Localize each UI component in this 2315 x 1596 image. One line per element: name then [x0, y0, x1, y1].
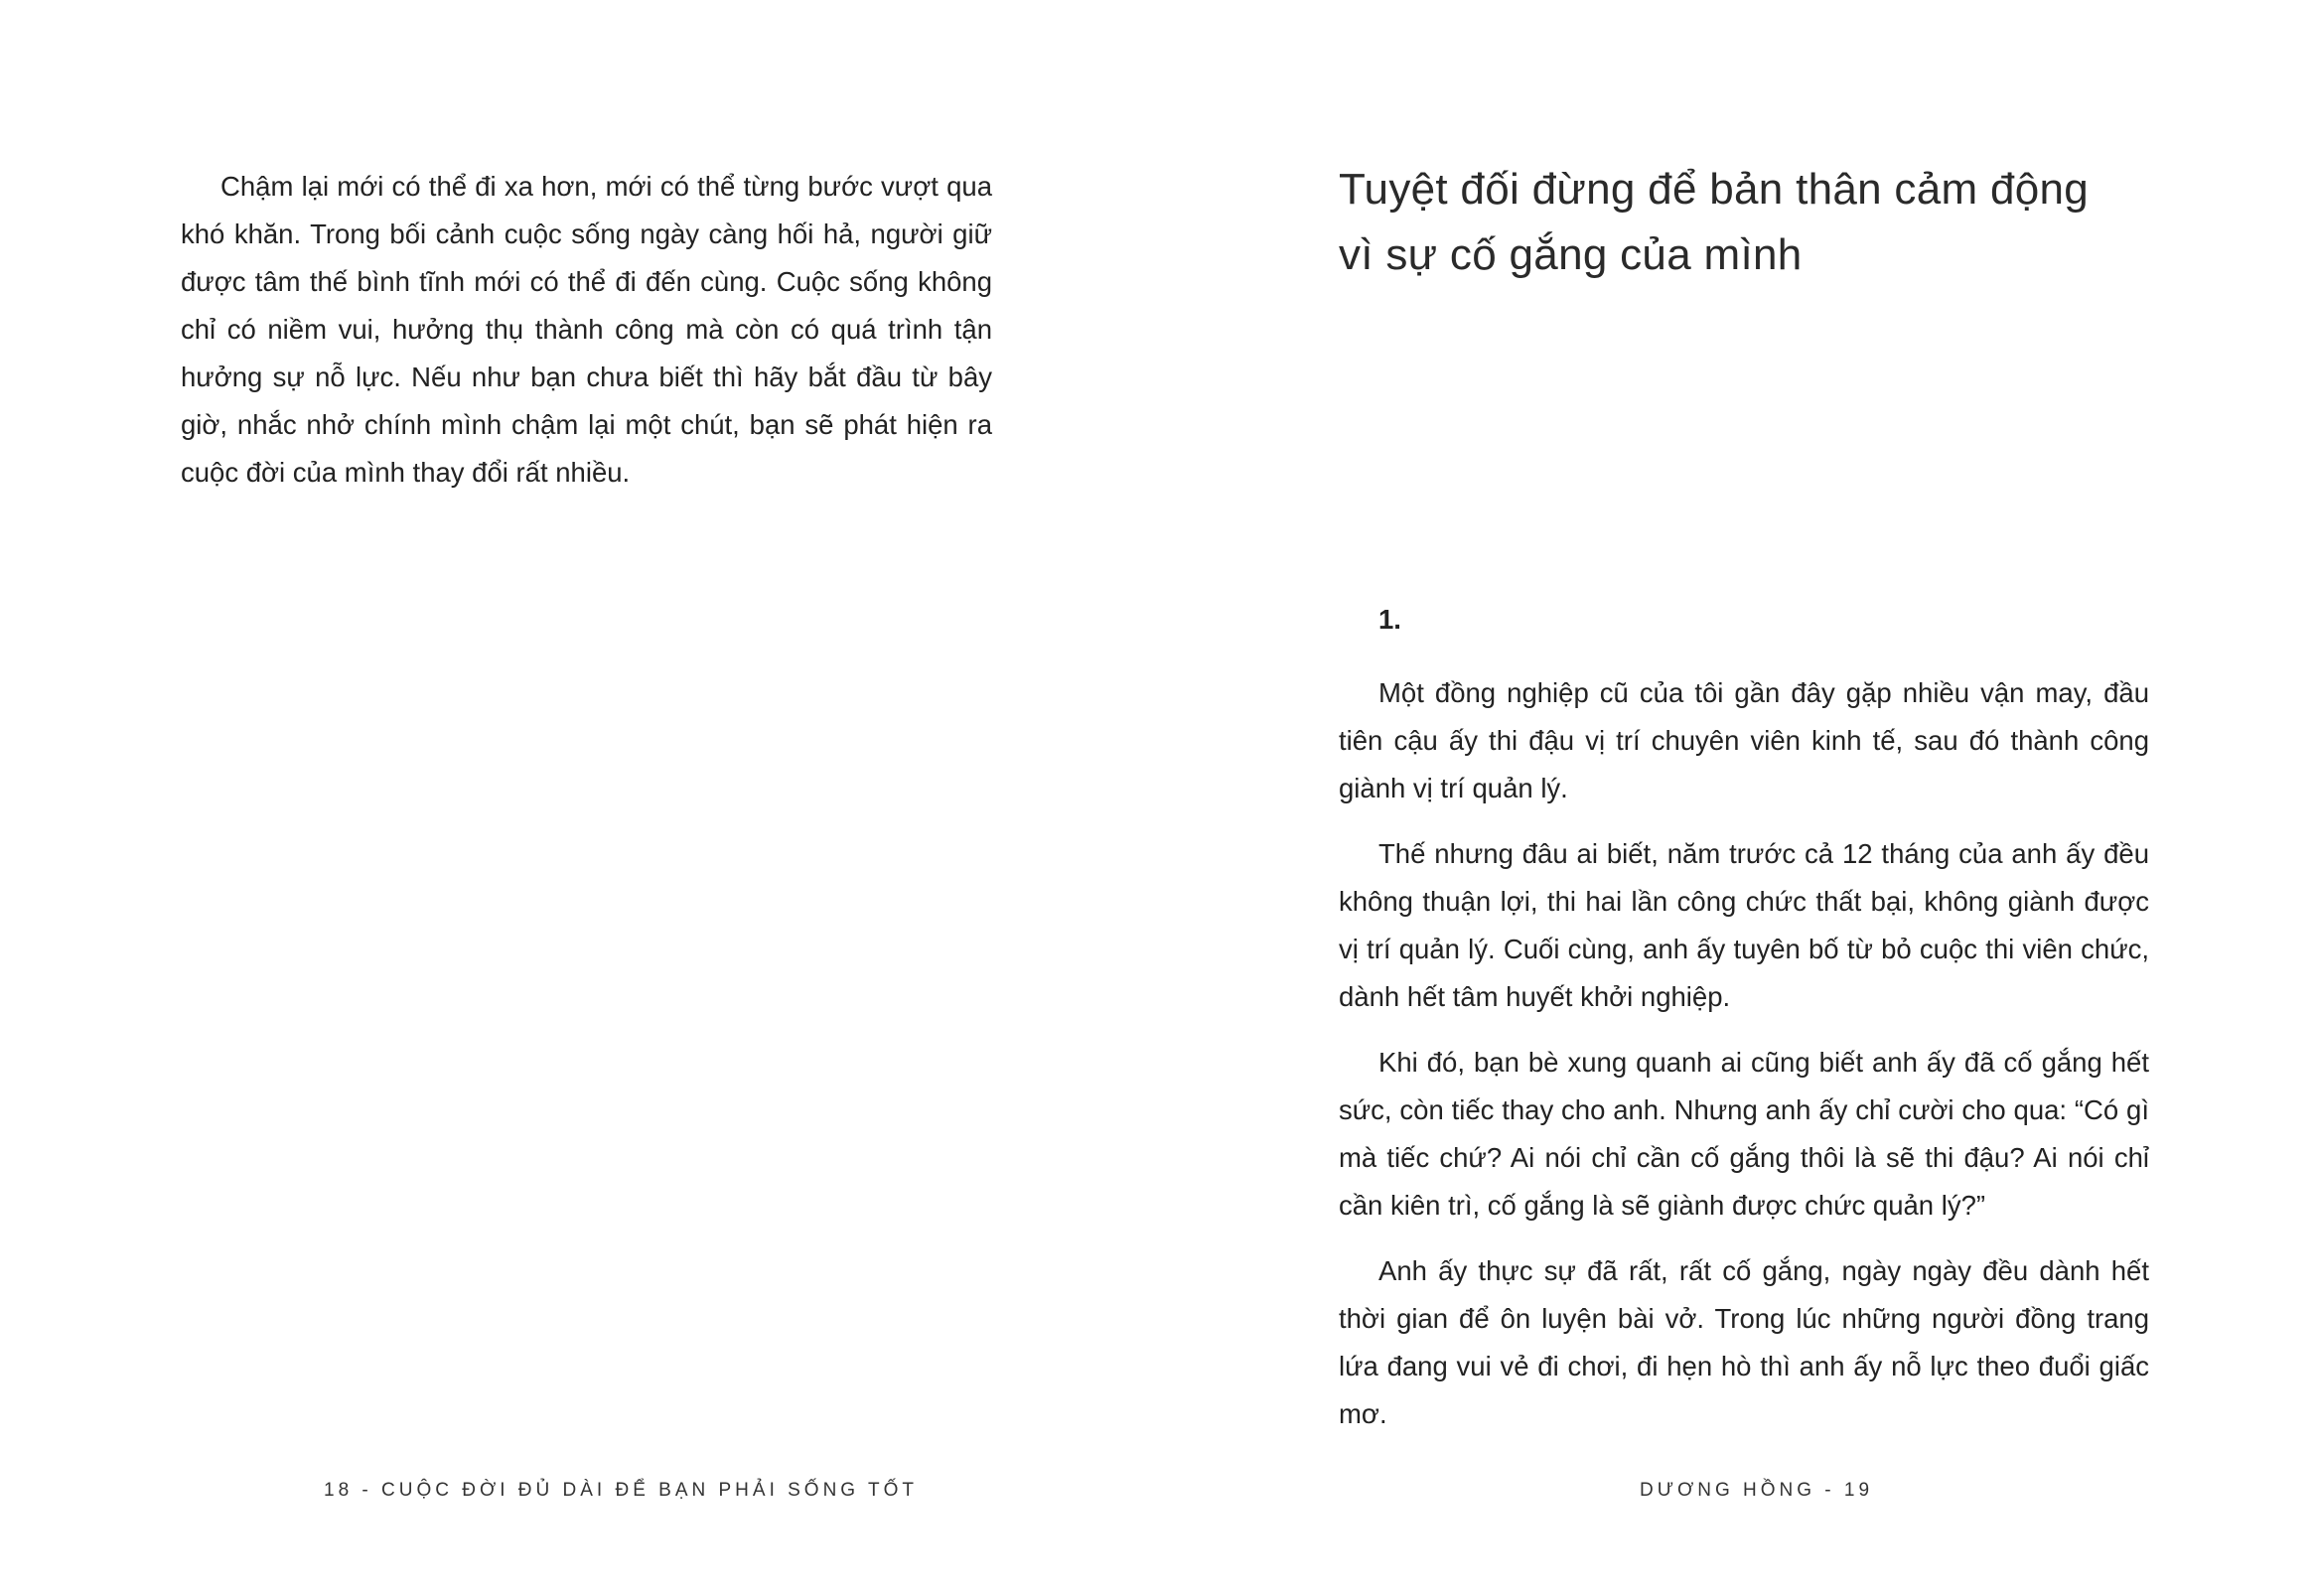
chapter-title-line-1: Tuyệt đối đừng để bản thân cảm động [1339, 165, 2090, 214]
right-paragraph-4: Anh ấy thực sự đã rất, rất cố gắng, ngày ngày đều dành hết thời gian để ôn luyện bài vở. Trong lúc những người đồng trang lứa đang vui vẻ đi chơi, đi hẹn hò thì anh ấy nỗ lực theo đuổi giấc mơ. [1339, 1255, 2149, 1429]
chapter-title-line-2: vì sự cố gắng của mình [1339, 230, 1803, 279]
right-paragraph-3: Khi đó, bạn bè xung quanh ai cũng biết anh ấy đã cố gắng hết sức, còn tiếc thay cho anh. Nhưng anh ấy chỉ cười cho qua: “Có gì mà tiếc chứ? Ai nói chỉ cần cố gắng thôi là sẽ thi đậu? Ai nói chỉ cần kiên trì, cố gắng là sẽ giành được chức quản lý?” [1339, 1047, 2149, 1221]
left-page-body [181, 163, 992, 497]
right-paragraph-1: Một đồng nghiệp cũ của tôi gần đây gặp nhiều vận may, đầu tiên cậu ấy thi đậu vị trí chuyên viên kinh tế, sau đó thành công giành vị trí quản lý. [1339, 677, 2149, 803]
right-page-body [1339, 669, 2149, 1456]
section-number: 1. [1378, 604, 1401, 635]
left-page-footer: 18 - CUỘC ĐỜI ĐỦ DÀI ĐỂ BẠN PHẢI SỐNG TỐT [324, 1480, 919, 1501]
right-paragraph-2: Thế nhưng đâu ai biết, năm trước cả 12 tháng của anh ấy đều không thuận lợi, thi hai lần công chức thất bại, không giành được vị trí quản lý. Cuối cùng, anh ấy tuyên bố từ bỏ cuộc thi viên chức, dành hết tâm huyết khởi nghiệp. [1339, 838, 2149, 1012]
chapter-title [1339, 157, 2173, 288]
right-page-footer: DƯƠNG HỒNG - 19 [1640, 1480, 1874, 1501]
left-paragraph-1: Chậm lại mới có thể đi xa hơn, mới có thể từng bước vượt qua khó khăn. Trong bối cảnh cuộc sống ngày càng hối hả, người giữ được tâm thế bình tĩnh mới có thể đi đến cùng. Cuộc sống không chỉ có niềm vui, hưởng thụ thành công mà còn có quá trình tận hưởng sự nỗ lực. Nếu như bạn chưa biết thì hãy bắt đầu từ bây giờ, nhắc nhở chính mình chậm lại một chút, bạn sẽ phát hiện ra cuộc đời của mình thay đổi rất nhiều. [181, 171, 992, 488]
